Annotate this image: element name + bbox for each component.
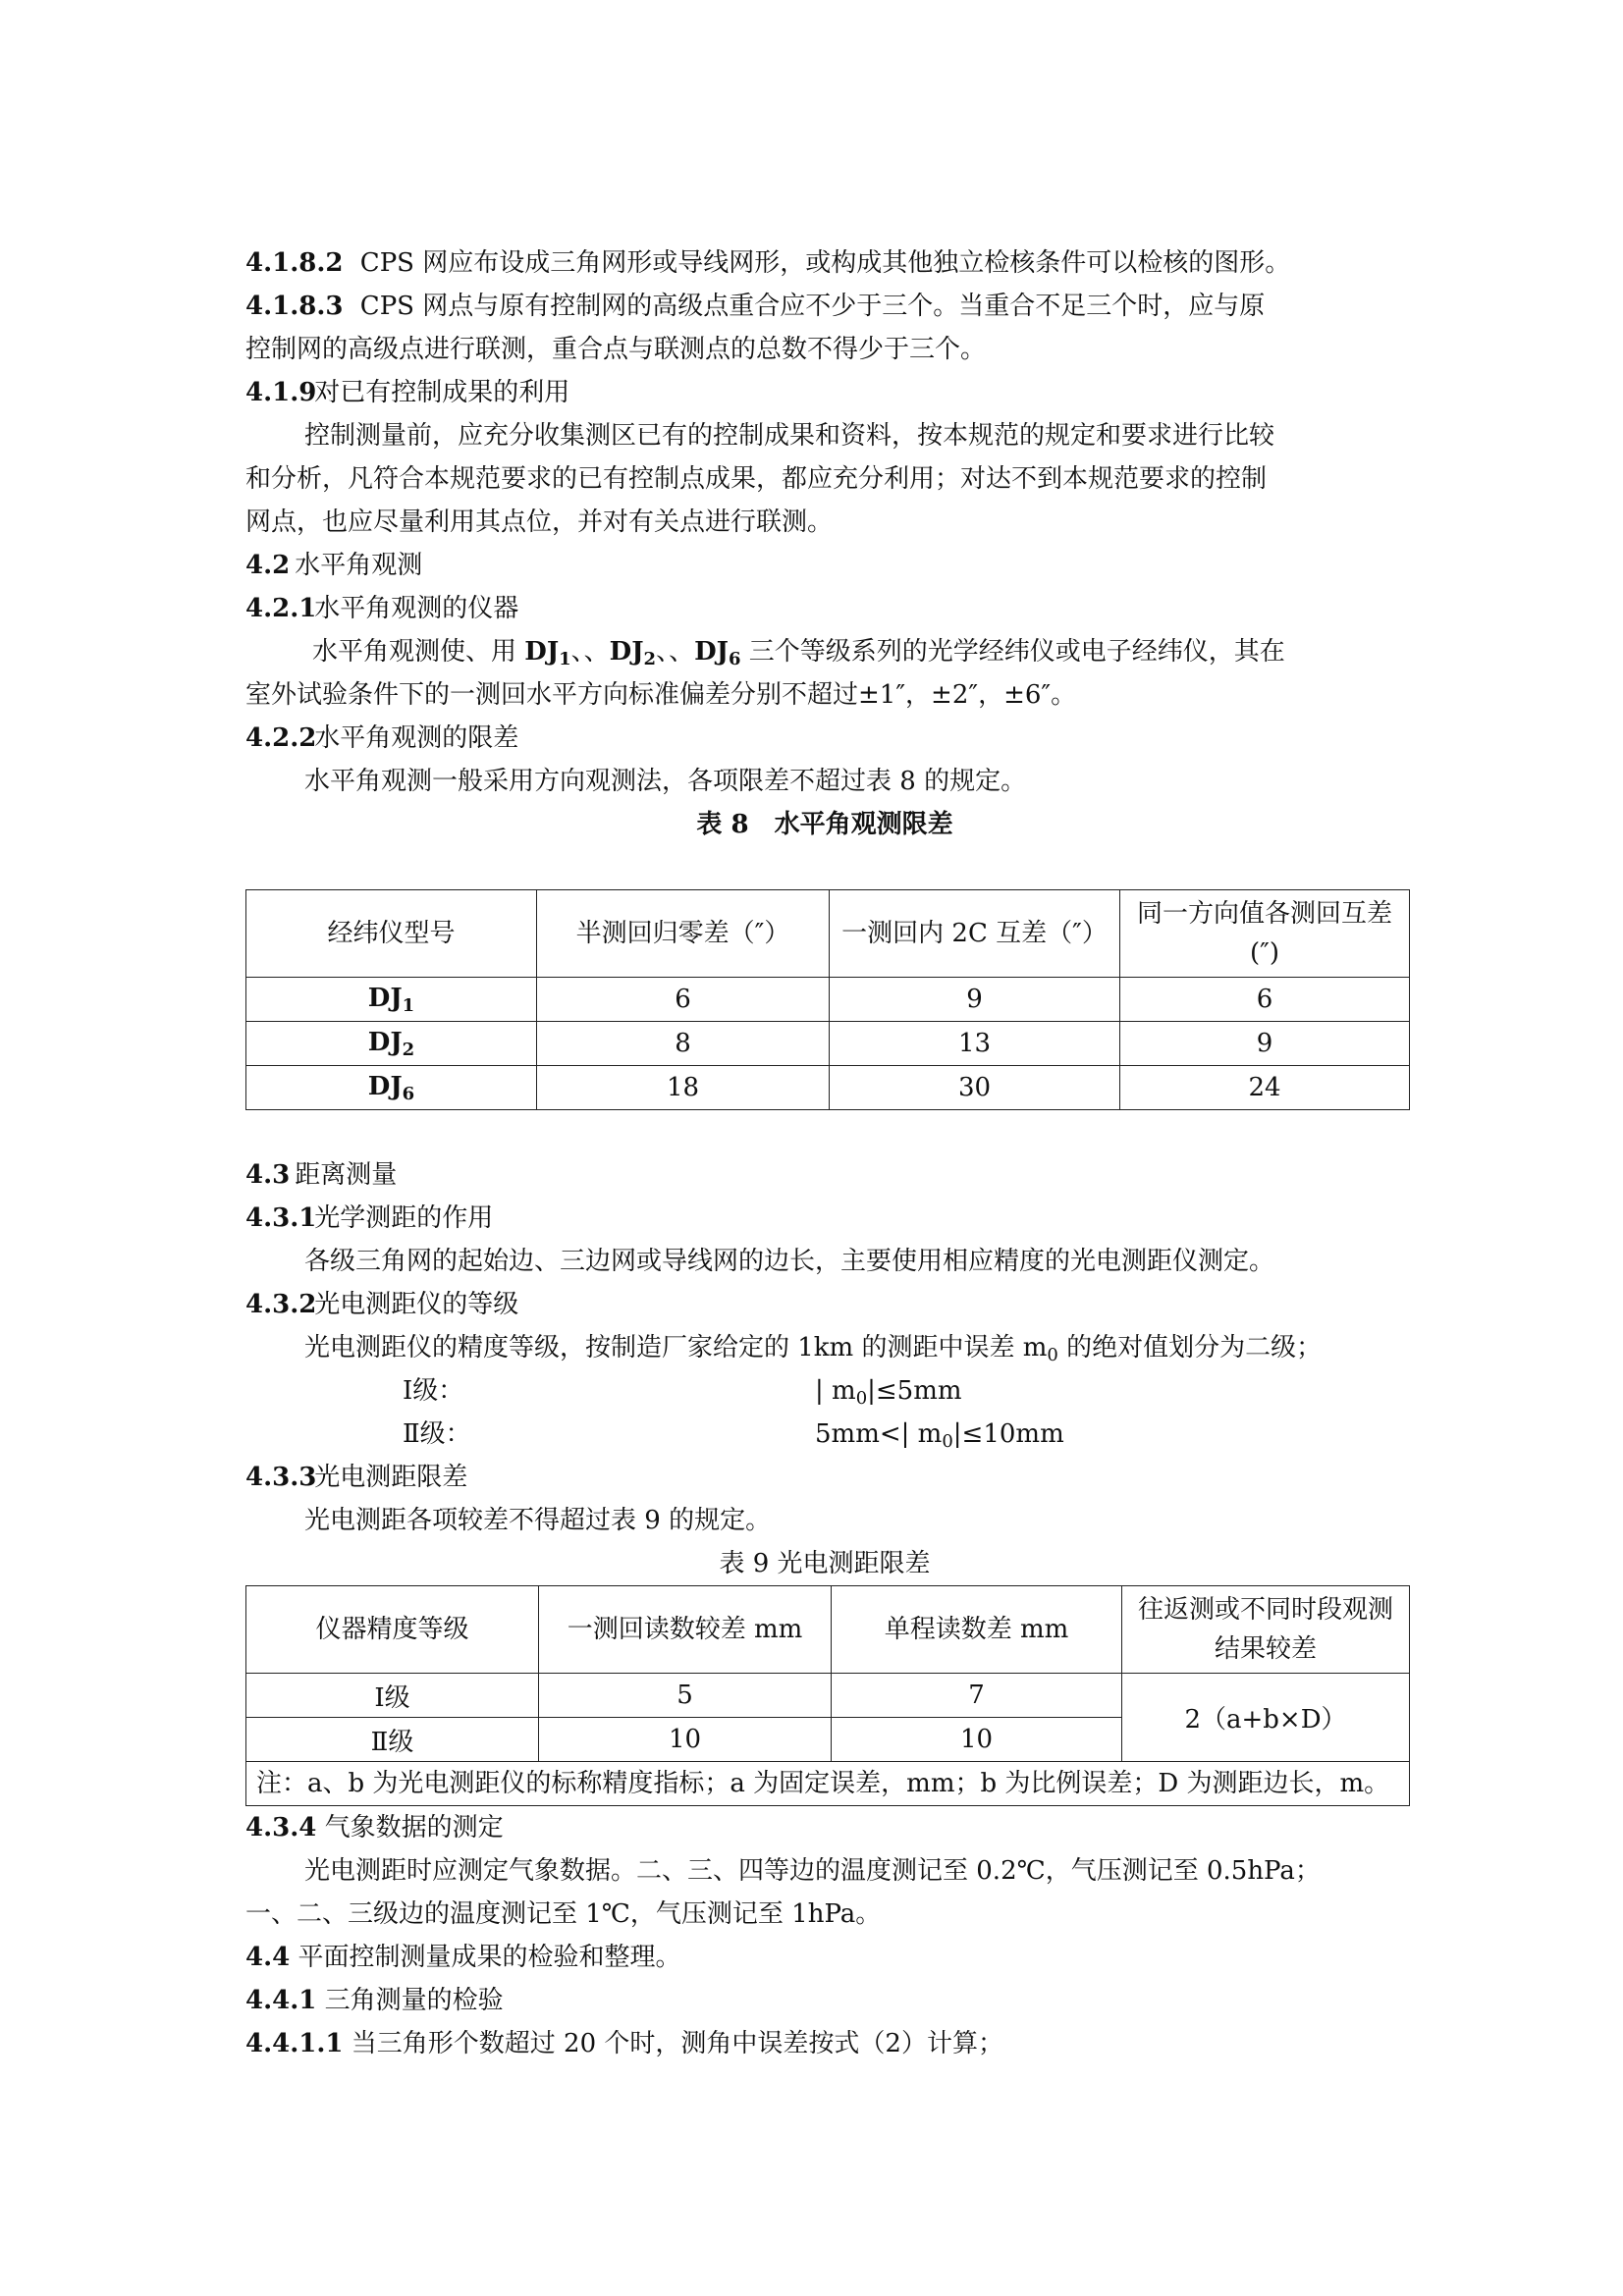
- section-number: 4.2: [245, 551, 291, 580]
- table-cell: 6: [1120, 978, 1410, 1022]
- table-cell: 9: [830, 978, 1120, 1022]
- paragraph-line: 水平角观测一般采用方向观测法，各项限差不超过表 8 的规定。: [304, 767, 1027, 796]
- section-number: 4.1.9: [245, 378, 317, 407]
- section-4-4-heading: [245, 1936, 1404, 1979]
- section-title: 光学测距的作用: [314, 1203, 494, 1233]
- section-title: 水平角观测的限差: [314, 723, 519, 753]
- clause-4-1-8-2: [245, 241, 1404, 285]
- section-title: 三角测量的检验: [324, 1986, 504, 2015]
- section-4-1-9-heading: [245, 371, 1404, 414]
- paragraph-line: 室外试验条件下的一测回水平方向标准偏差分别不超过±1″，±2″，±6″。: [245, 680, 1077, 710]
- table-header-cell: 半测回归零差（″）: [537, 890, 830, 978]
- section-4-4-1-1-heading: [245, 2022, 1404, 2065]
- section-title: 光电测距仪的等级: [314, 1290, 519, 1319]
- paragraph-line: 各级三角网的起始边、三边网或导线网的边长，主要使用相应精度的光电测距仪测定。: [304, 1247, 1275, 1276]
- section-title: 水平角观测的仪器: [314, 594, 519, 623]
- paragraph-line: 网点，也应尽量利用其点位，并对有关点进行联测。: [245, 507, 834, 537]
- section-number: 4.3: [245, 1160, 291, 1190]
- table-cell: 7: [832, 1674, 1122, 1718]
- table-9: [245, 1585, 1410, 1806]
- section-title: 平面控制测量成果的检验和整理。: [298, 1943, 681, 1972]
- clause-number: 4.1.8.3: [245, 292, 344, 321]
- level-label: Ⅱ级：: [403, 1419, 471, 1449]
- table-header-cell: 仪器精度等级: [246, 1586, 539, 1674]
- section-4-3-1-heading: [245, 1197, 1404, 1240]
- paragraph-line: 和分析，凡符合本规范要求的已有控制点成果，都应充分利用；对达不到本规范要求的控制: [245, 464, 1268, 494]
- level-label: Ⅰ级：: [403, 1376, 464, 1406]
- section-number: 4.4: [245, 1943, 291, 1972]
- table-header-cell: 往返测或不同时段观测结果较差: [1122, 1586, 1410, 1674]
- table-cell: 24: [1120, 1066, 1410, 1110]
- section-number: 4.3.3: [245, 1463, 317, 1492]
- table-note: 注：a、b 为光电测距仪的标称精度指标；a 为固定误差，mm；b 为比例误差；D 为测距边长，m。: [246, 1762, 1410, 1806]
- document-page: [245, 241, 1404, 2065]
- section-title: 光电测距限差: [314, 1463, 468, 1492]
- clause-4-1-8-3: [245, 285, 1404, 328]
- table-cell: 10: [832, 1718, 1122, 1762]
- section-4-4-1-heading: [245, 1979, 1404, 2022]
- table-cell-model: $DJ_6$: [246, 1066, 537, 1110]
- table-header-cell: 一测回内 2C 互差（″）: [830, 890, 1120, 978]
- table-cell: 10: [539, 1718, 832, 1762]
- paragraph-line: 控制测量前，应充分收集测区已有的控制成果和资料，按本规范的规定和要求进行比较: [304, 421, 1275, 451]
- precision-level-2: [245, 1413, 1404, 1456]
- table-row: [246, 1022, 1410, 1066]
- level-value: 5mm<| $m_0|\le 10mm$: [815, 1419, 1064, 1452]
- paragraph-line: 光电测距时应测定气象数据。二、三、四等边的温度测记至 0.2℃，气压测记至 0.5hPa；: [304, 1856, 1321, 1886]
- section-title: 水平角观测: [295, 551, 423, 580]
- table-row: [246, 1066, 1410, 1110]
- table-header-cell: 同一方向值各测回互差(″): [1120, 890, 1410, 978]
- section-number: 4.4.1: [245, 1986, 317, 2015]
- section-title: 当三角形个数超过 20 个时，测角中误差按式（2）计算；: [351, 2029, 1003, 2058]
- table-cell-model: $DJ_2$: [246, 1022, 537, 1066]
- section-4-3-4-heading: [245, 1806, 1404, 1849]
- section-4-2-heading: [245, 544, 1404, 587]
- section-title: 距离测量: [295, 1160, 398, 1190]
- table-row: [246, 1674, 1410, 1718]
- section-4-3-2-heading: [245, 1283, 1404, 1326]
- section-title: 气象数据的测定: [324, 1813, 504, 1842]
- level-value: | $m_0|\le 5mm$: [815, 1376, 962, 1409]
- section-number: 4.3.2: [245, 1290, 317, 1319]
- section-4-2-2-heading: [245, 717, 1404, 760]
- section-number: 4.2.1: [245, 594, 317, 623]
- table-header-row: [246, 1586, 1410, 1674]
- table-8-caption: 表 8 水平角观测限差: [696, 810, 953, 839]
- table-header-row: [246, 890, 1410, 978]
- clause-number: 4.1.8.2: [245, 248, 344, 278]
- section-number: 4.3.4: [245, 1813, 317, 1842]
- section-number: 4.3.1: [245, 1203, 317, 1233]
- section-4-3-3-heading: [245, 1456, 1404, 1499]
- table-header-cell: 一测回读数较差 mm: [539, 1586, 832, 1674]
- table-cell-model: $DJ_1$: [246, 978, 537, 1022]
- section-title: 对已有控制成果的利用: [314, 378, 570, 407]
- precision-level-1: [245, 1369, 1404, 1413]
- table-9-caption: 表 9 光电测距限差: [719, 1549, 931, 1578]
- section-4-2-1-heading: [245, 587, 1404, 630]
- table-note-row: [246, 1762, 1410, 1806]
- table-8: [245, 889, 1410, 1110]
- paragraph-line: 光电测距仪的精度等级，按制造厂家给定的 1km 的测距中误差 $m_0$ 的绝对值划分为二级；: [304, 1333, 1323, 1365]
- clause-text: CPS 网点与原有控制网的高级点重合应不少于三个。当重合不足三个时，应与原: [359, 292, 1266, 321]
- table-cell: 6: [537, 978, 830, 1022]
- clause-text: CPS 网应布设成三角网形或导线网形，或构成其他独立检核条件可以检核的图形。: [359, 248, 1291, 278]
- table-cell: Ⅱ级: [246, 1718, 539, 1762]
- table-cell: 9: [1120, 1022, 1410, 1066]
- table-cell: 13: [830, 1022, 1120, 1066]
- table-cell: 8: [537, 1022, 830, 1066]
- table-row: [246, 978, 1410, 1022]
- table-cell-merged: 2（a+b×D）: [1122, 1674, 1410, 1762]
- section-4-3-heading: [245, 1153, 1404, 1197]
- section-number: 4.4.1.1: [245, 2029, 344, 2058]
- clause-text-continued: 控制网的高级点进行联测，重合点与联测点的总数不得少于三个。: [245, 335, 987, 364]
- table-cell: 5: [539, 1674, 832, 1718]
- paragraph-line: 光电测距各项较差不得超过表 9 的规定。: [304, 1506, 772, 1535]
- table-header-cell: 经纬仪型号: [246, 890, 537, 978]
- section-number: 4.2.2: [245, 723, 317, 753]
- paragraph-line: 一、二、三级边的温度测记至 1℃，气压测记至 1hPa。: [245, 1899, 882, 1929]
- paragraph-line: 水平角观测使、用 $DJ_1$、、$DJ_2$、、$DJ_6$ 三个等级系列的光学经纬仪或电子经纬仪，其在: [312, 637, 1285, 669]
- table-cell: 18: [537, 1066, 830, 1110]
- table-cell: 30: [830, 1066, 1120, 1110]
- table-cell: Ⅰ级: [246, 1674, 539, 1718]
- table-header-cell: 单程读数差 mm: [832, 1586, 1122, 1674]
